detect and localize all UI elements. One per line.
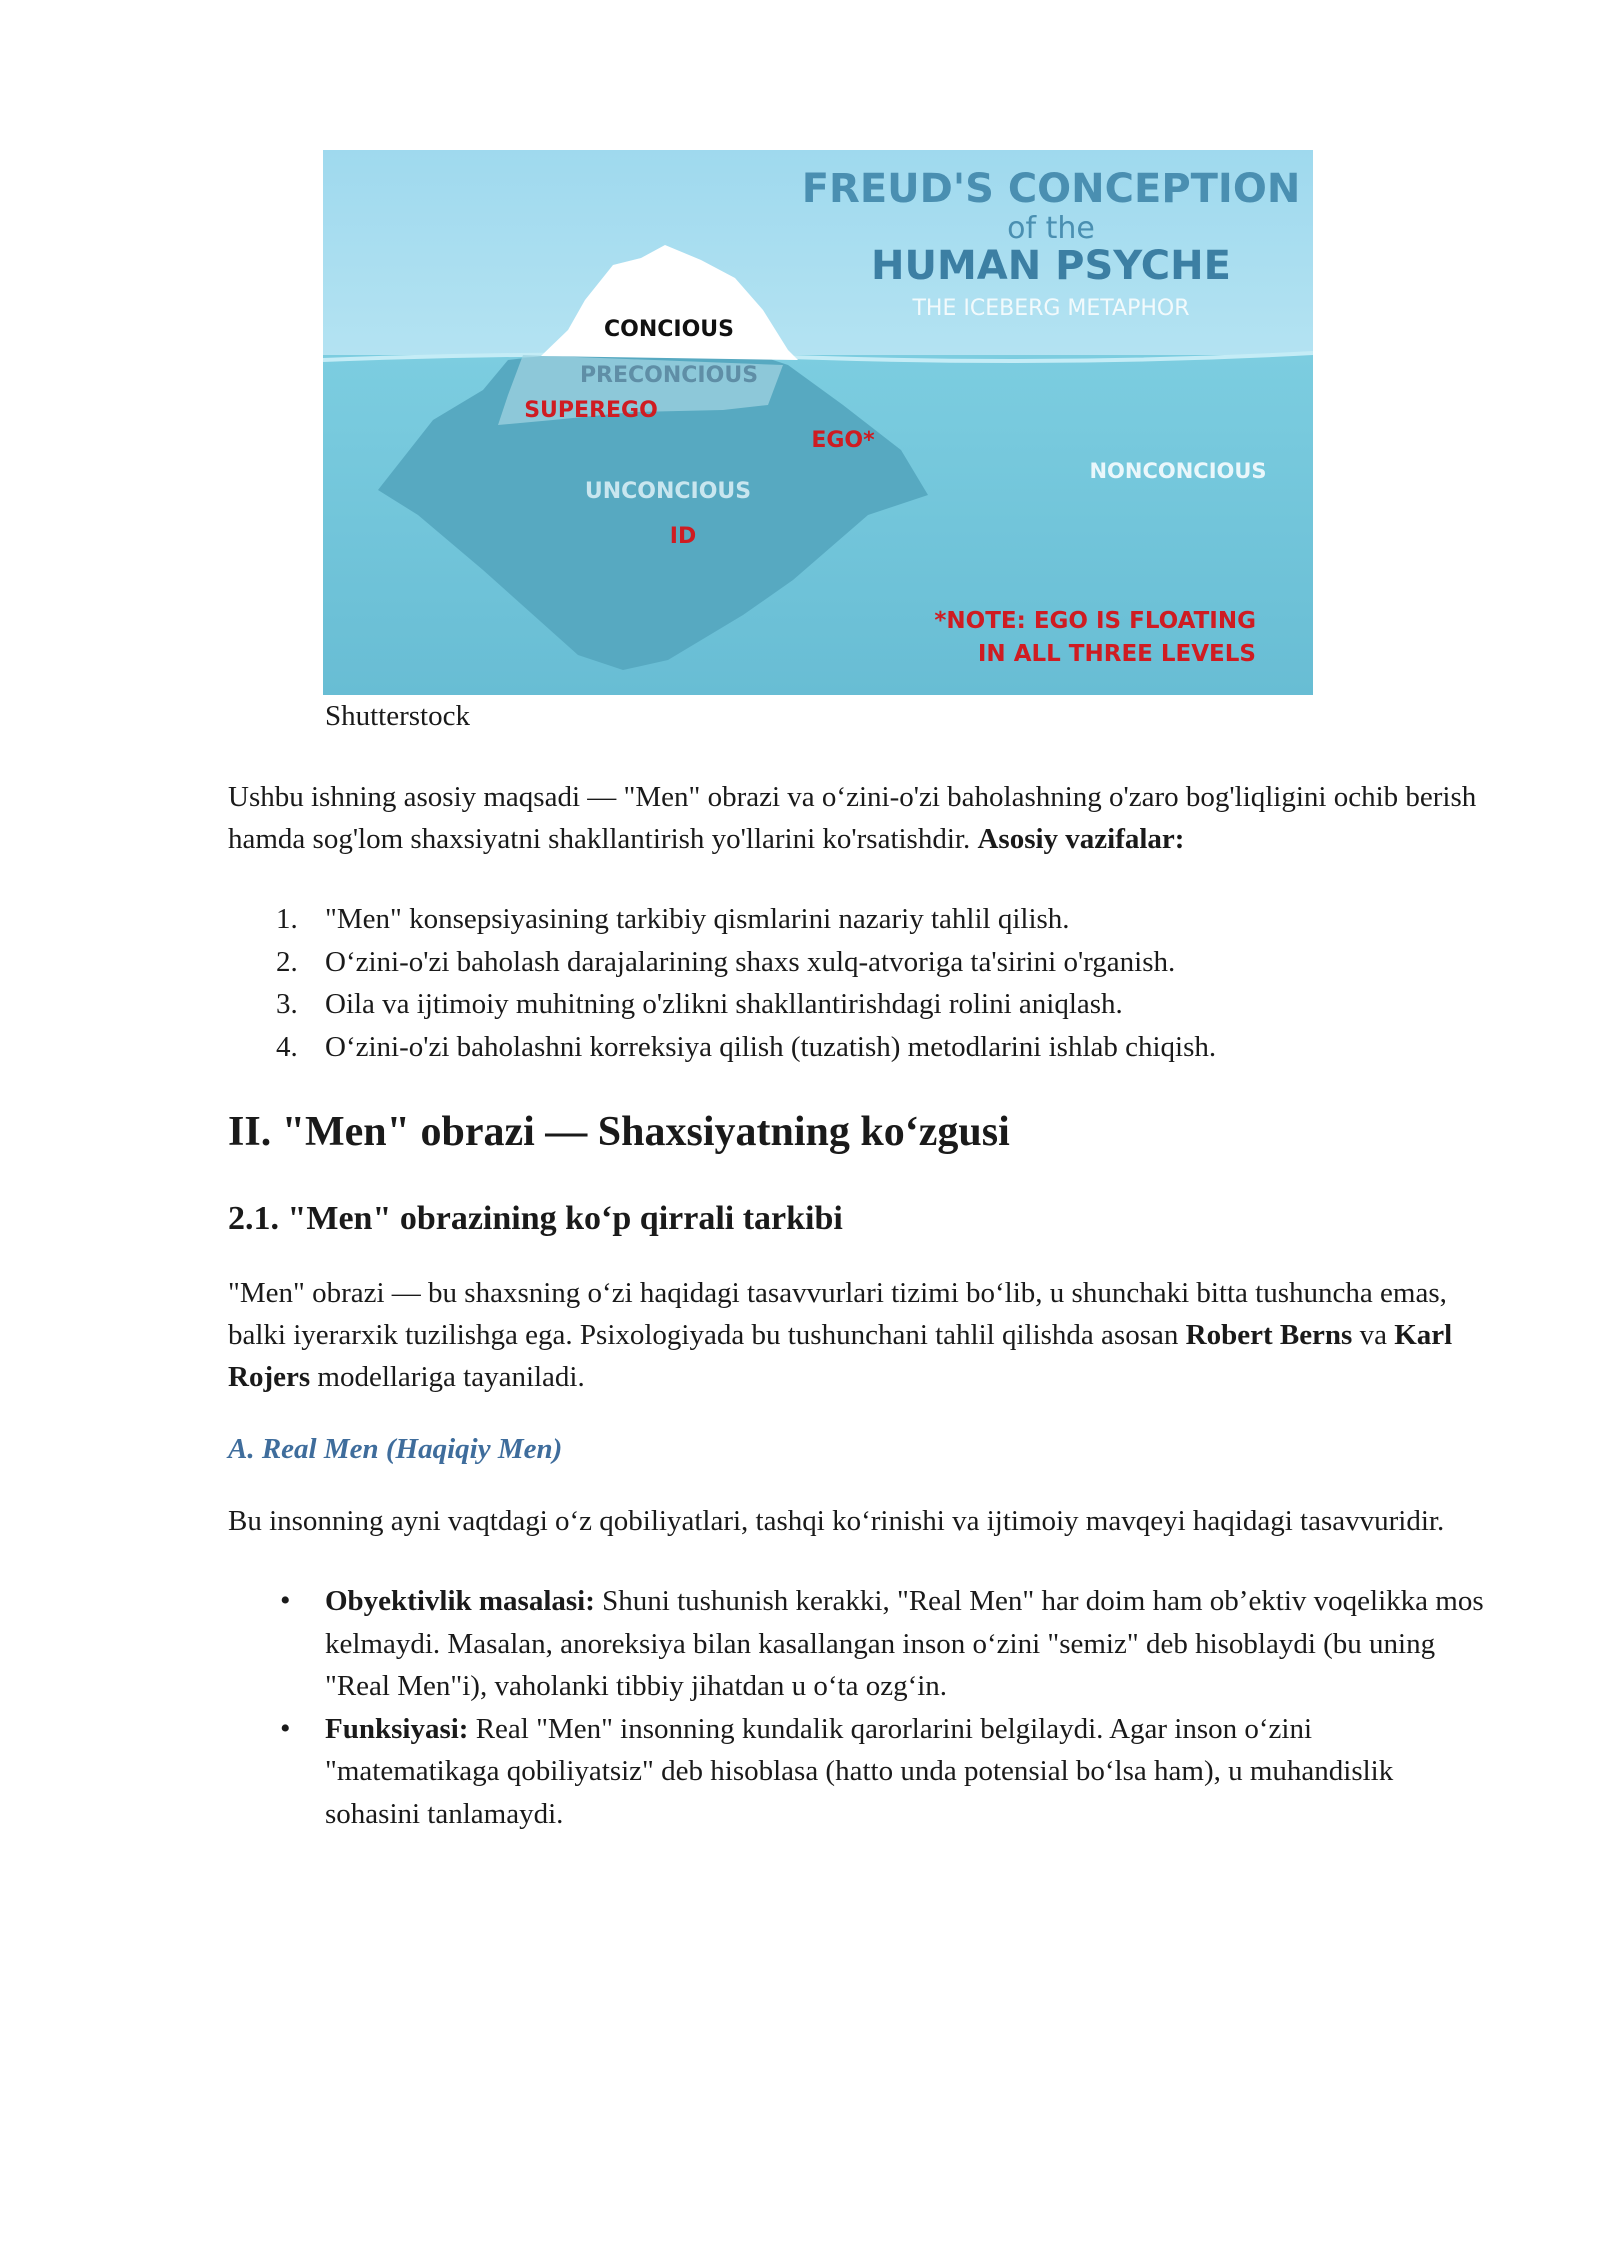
figure-title-line2: of the [1007, 211, 1095, 246]
bullet-text: Real "Men" insonning kundalik qarorlarini belgilaydi. Agar inson o‘zini "matematikaga qobiliyatsiz" deb hisoblasa (hatto unda potensial bo‘lsa ham), u muhandislik sohasini tanlamaydi. [325, 1712, 1394, 1830]
note-line2: IN ALL THREE LEVELS [977, 641, 1256, 667]
list-item [228, 1708, 1488, 1836]
list-number: 2. [276, 945, 298, 978]
list-item [228, 1026, 1488, 1069]
list-number: 1. [276, 903, 298, 935]
label-nonconcious: NONCONCIOUS [1089, 459, 1267, 483]
label-unconcious: UNCONCIOUS [584, 479, 752, 504]
label-preconcious: PRECONCIOUS [579, 363, 759, 388]
figure-title-line1: FREUD'S CONCEPTION [801, 166, 1301, 212]
subsection-heading: 2.1. "Men" obrazining ko‘p qirrali tarkibi [228, 1200, 843, 1237]
bullet-marker: • [280, 1711, 291, 1745]
list-item [228, 898, 1488, 941]
para2-part2: va [1352, 1319, 1395, 1351]
list-item-text: "Men" konsepsiyasining tarkibiy qismlarini nazariy tahlil qilish. [325, 903, 1070, 935]
list-item [228, 1580, 1488, 1708]
bullet-bold: Obyektivlik masalasi: [325, 1585, 595, 1617]
intro-bold: Asosiy vazifalar: [977, 823, 1185, 855]
real-men-heading: A. Real Men (Haqiqiy Men) [228, 1433, 563, 1465]
figure-title-line4: THE ICEBERG METAPHOR [912, 296, 1190, 321]
bullet-bold: Funksiyasi: [325, 1712, 469, 1745]
para2-part1: "Men" obrazi — bu shaxsning o‘zi haqidagi tasavvurlari tizimi bo‘lib, u shunchaki bitta tushuncha emas, balki iyerarxik tuzilishga ega. Psixologiyada bu tushunchani tahlil qilishda asosan [228, 1277, 1447, 1351]
section-heading: II. "Men" obrazi — Shaxsiyatning ko‘zgusi [228, 1109, 1010, 1155]
document-body [228, 776, 1488, 1835]
bullet-list [228, 1580, 1488, 1835]
list-item [228, 941, 1488, 984]
list-item-text: O‘zini-o'zi baholash darajalarining shaxs xulq-atvoriga ta'sirini o'rganish. [325, 945, 1176, 978]
label-concious: CONCIOUS [603, 317, 735, 342]
list-number: 3. [276, 988, 298, 1020]
real-men-paragraph: Bu insonning ayni vaqtdagi o‘z qobiliyatlari, tashqi ko‘rinishi va ijtimoiy mavqeyi haqidagi tasavvuridir. [228, 1505, 1445, 1537]
figure-title-line3: HUMAN PSYCHE [871, 243, 1231, 289]
list-number: 4. [276, 1030, 298, 1063]
iceberg-figure [323, 150, 1313, 695]
label-ego: EGO* [811, 428, 875, 453]
list-item [228, 983, 1488, 1026]
author-rojers: Karl Rojers [228, 1319, 1453, 1393]
men-obrazi-paragraph [228, 1272, 1488, 1398]
list-item-text: O‘zini-o'zi baholashni korreksiya qilish (tuzatish) metodlarini ishlab chiqish. [325, 1030, 1217, 1063]
figure-caption: Shutterstock [325, 700, 470, 732]
label-superego: SUPEREGO [524, 398, 658, 423]
iceberg-illustration [323, 150, 1313, 695]
intro-paragraph [228, 776, 1488, 860]
label-id: ID [669, 524, 697, 549]
para2-part3: modellariga tayaniladi. [310, 1361, 585, 1393]
list-item-text: Oila va ijtimoiy muhitning o'zlikni shakllantirishdagi rolini aniqlash. [325, 988, 1123, 1020]
author-berns: Robert Berns [1185, 1319, 1353, 1351]
tasks-list [228, 898, 1488, 1068]
bullet-text: Shuni tushunish kerakki, "Real Men" har doim ham ob’ektiv voqelikka mos kelmaydi. Masalan, anoreksiya bilan kasallangan inson o‘zini "semiz" deb hisoblaydi (bu uning "Real Men"i), vaholanki tibbiy jihatdan u o‘ta ozg‘in. [325, 1585, 1484, 1702]
note-line1: *NOTE: EGO IS FLOATING [934, 608, 1256, 634]
bullet-marker: • [280, 1584, 291, 1617]
intro-text: Ushbu ishning asosiy maqsadi — "Men" obrazi va o‘zini-o'zi baholashning o'zaro bog'liqligini ochib berish hamda sog'lom shaxsiyatni shakllantirish yo'llarini ko'rsatishdir. [228, 781, 1477, 855]
